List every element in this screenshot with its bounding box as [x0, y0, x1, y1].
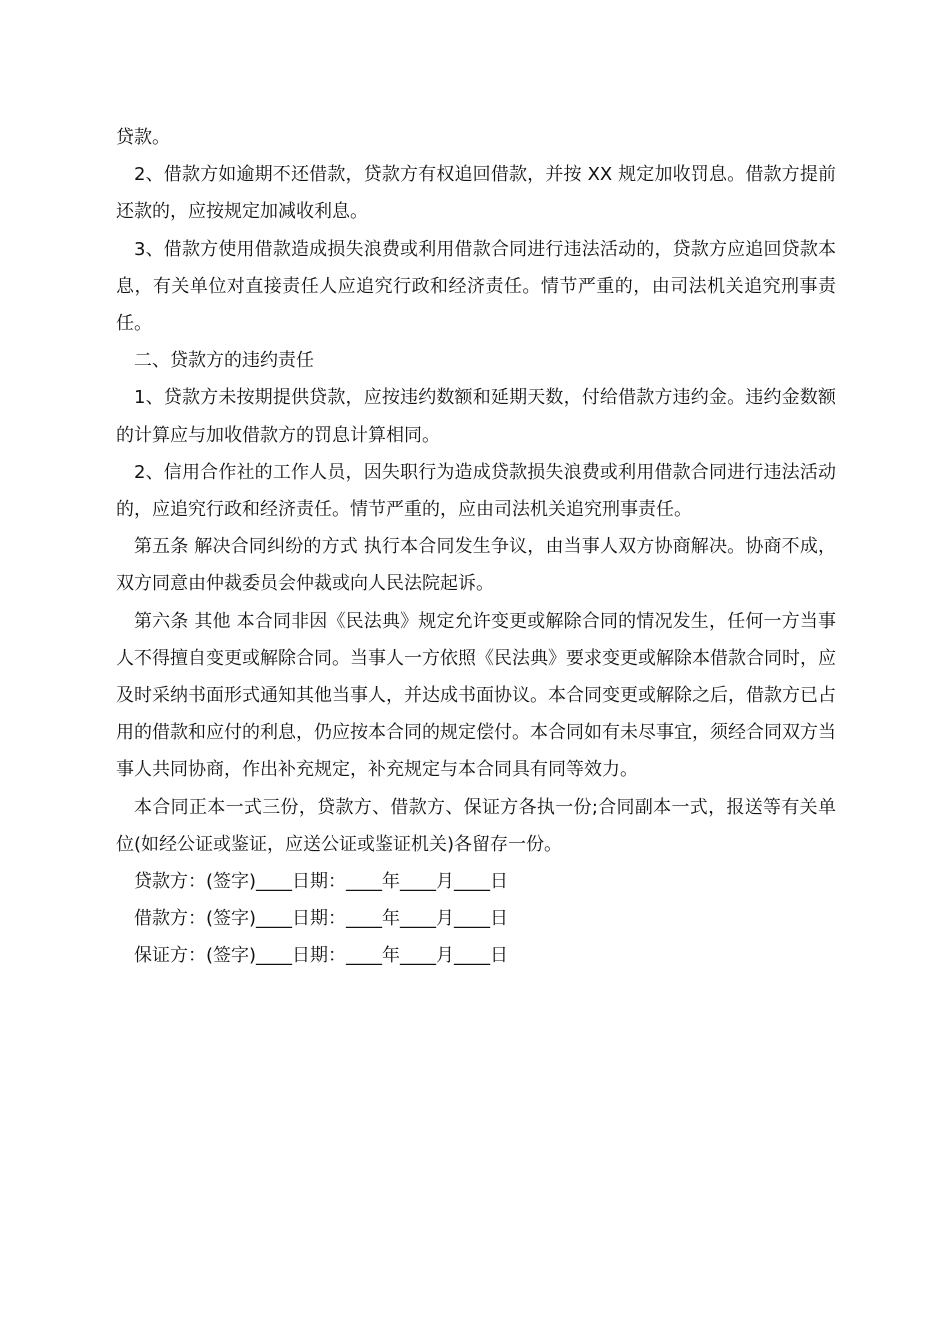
signature-line-borrower: 借款方：(签字)____日期：____年____月____日: [134, 908, 509, 930]
paragraph-article-five-dispute: 第五条 解决合同纠纷的方式 执行本合同发生争议，由当事人双方协商解决。协商不成，双方同意由仲裁委员会仲裁或向人民法院起诉。: [116, 536, 836, 595]
paragraph-loan-end: 贷款。: [116, 127, 170, 148]
paragraph-article-six-other: 第六条 其他 本合同非因《民法典》规定允许变更或解除合同的情况发生，任何一方当事人不得擅自变更或解除合同。当事人一方依照《民法典》要求变更或解除本借款合同时，应及时采纳书面形式通知其他当事人，并达成书面协议。本合同变更或解除之后，借款方已占用的借款和应付的利息，仍应按本合同的规定偿付。本合同如有未尽事宜，须经合同双方当事人共同协商，作出补充规定，补充规定与本合同具有同等效力。: [116, 610, 836, 781]
paragraph-misuse-liability: 3、借款方使用借款造成损失浪费或利用借款合同进行违法活动的，贷款方应追回贷款本息，有关单位对直接责任人应追究行政和经济责任。情节严重的，由司法机关追究刑事责任。: [116, 238, 836, 335]
signature-line-lender: 贷款方：(签字)____日期：____年____月____日: [134, 871, 509, 893]
signature-line-guarantor: 保证方：(签字)____日期：____年____月____日: [134, 945, 509, 967]
section-heading-lender-liability: 二、贷款方的违约责任: [134, 350, 314, 372]
paragraph-credit-coop-staff: 2、信用合作社的工作人员，因失职行为造成贷款损失浪费或利用借款合同进行违法活动的，应追究行政和经济责任。情节严重的，应由司法机关追究刑事责任。: [116, 461, 836, 521]
paragraph-late-loan-penalty: 1、贷款方未按期提供贷款，应按违约数额和延期天数，付给借款方违约金。违约金数额的计算应与加收借款方的罚息计算相同。: [116, 387, 836, 446]
paragraph-copies: 本合同正本一式三份，贷款方、借款方、保证方各执一份;合同副本一式，报送等有关单位(如经公证或鉴证，应送公证或鉴证机关)各留存一份。: [116, 796, 836, 855]
document-body: [116, 119, 836, 975]
paragraph-overdue-repayment: 2、借款方如逾期不还借款，贷款方有权追回借款，并按 XX 规定加收罚息。借款方提前还款的，应按规定加减收利息。: [116, 164, 836, 223]
